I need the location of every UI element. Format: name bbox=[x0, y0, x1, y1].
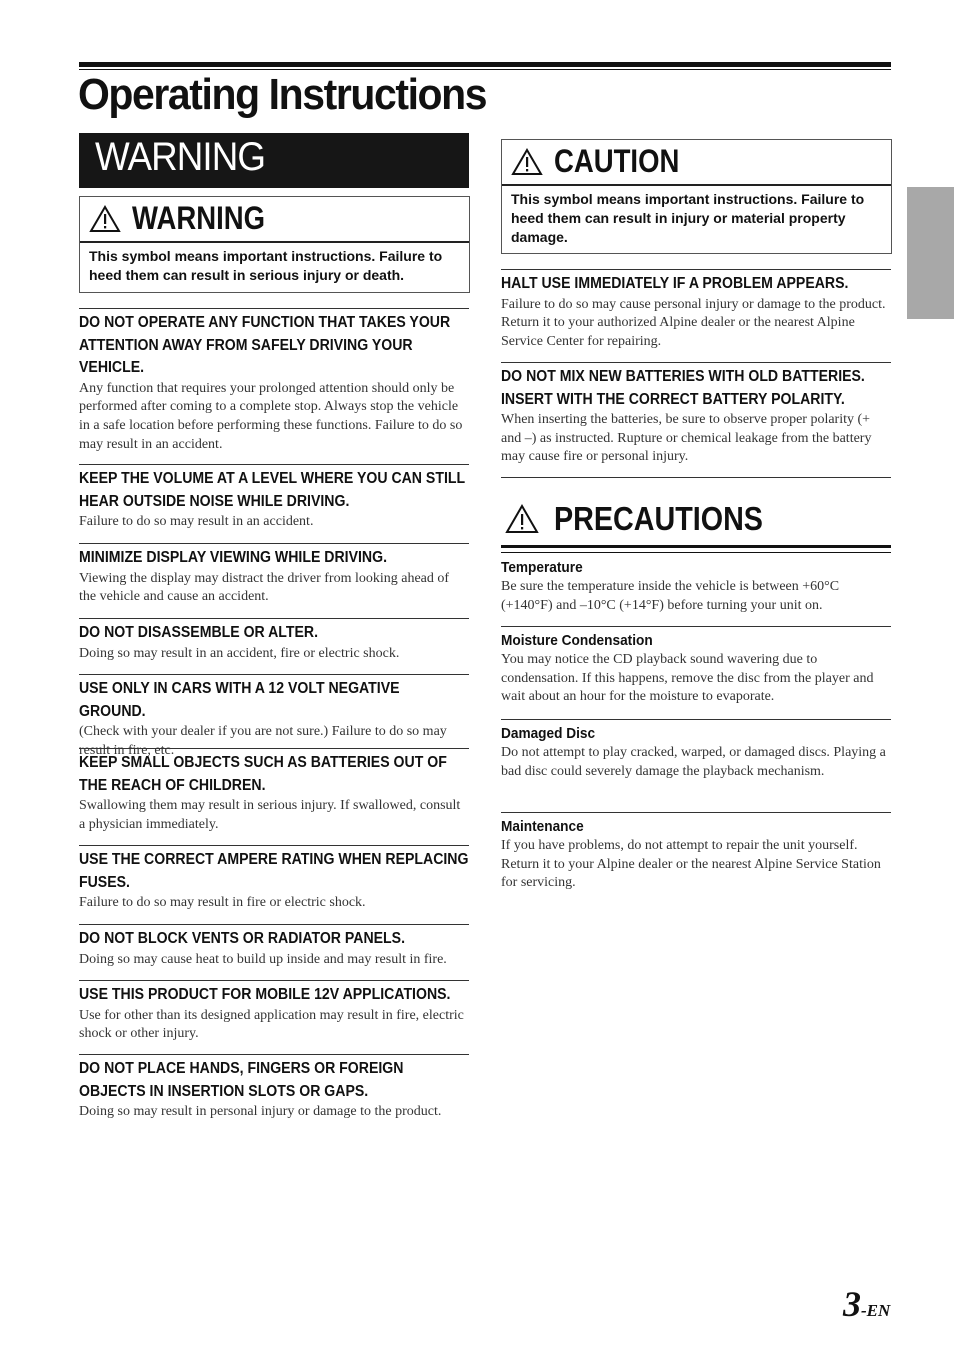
section-heading: DO NOT DISASSEMBLE OR ALTER. bbox=[79, 624, 319, 641]
section-body: Viewing the display may distract the driver from looking ahead of the vehicle and cause an accident. bbox=[79, 570, 450, 605]
warning-symbol-box bbox=[79, 196, 470, 293]
caution-symbol-title: CAUTION bbox=[554, 143, 680, 179]
page-title: Operating Instructions bbox=[78, 70, 487, 119]
warning-section bbox=[79, 308, 469, 454]
precaution-heading: Temperature bbox=[501, 559, 583, 576]
warning-symbol-header bbox=[80, 197, 469, 243]
precaution-item bbox=[501, 812, 891, 893]
precaution-body: Be sure the temperature inside the vehicle is between +60°C (+140°F) and –10°C (+14°F) before turning your unit on. bbox=[501, 579, 840, 613]
section-heading: DO NOT PLACE HANDS, FINGERS OR FOREIGN OBJECTS IN INSERTION SLOTS OR GAPS. bbox=[79, 1060, 404, 1100]
precaution-body: If you have problems, do not attempt to repair the unit yourself. Return it to your Alpine dealer or the nearest Alpine Service Station for servicing. bbox=[501, 838, 881, 891]
section-heading: USE THE CORRECT AMPERE RATING WHEN REPLACING FUSES. bbox=[79, 851, 469, 891]
section-body: When inserting the batteries, be sure to observe proper polarity (+ and –) as instructed. Rupture or chemical leakage from the battery may cause fire or personal injury. bbox=[501, 412, 872, 465]
section-body: Swallowing them may result in serious injury. If swallowed, consult a physician immediately. bbox=[79, 798, 461, 832]
warning-section bbox=[79, 748, 469, 834]
precaution-body: Do not attempt to play cracked, warped, or damaged discs. Playing a bad disc could severely damage the playback mechanism. bbox=[501, 745, 886, 779]
precaution-heading: Damaged Disc bbox=[501, 725, 596, 742]
caution-symbol-header bbox=[502, 140, 891, 186]
caution-section bbox=[501, 362, 891, 467]
warning-section bbox=[79, 980, 469, 1044]
section-heading: DO NOT MIX NEW BATTERIES WITH OLD BATTERIES. INSERT WITH THE CORRECT BATTERY POLARITY. bbox=[501, 368, 865, 408]
section-body: Failure to do so may result in an accident. bbox=[79, 514, 314, 529]
warning-symbol-text: This symbol means important instructions. Failure to heed them can result in serious injury or death. bbox=[89, 248, 443, 283]
caution-section bbox=[501, 269, 891, 352]
warning-section bbox=[79, 1054, 469, 1122]
precautions-header bbox=[501, 500, 891, 548]
precaution-item bbox=[501, 719, 891, 781]
section-heading: KEEP SMALL OBJECTS SUCH AS BATTERIES OUT OF THE REACH OF CHILDREN. bbox=[79, 754, 447, 794]
precautions-title: PRECAUTIONS bbox=[554, 500, 763, 537]
warning-symbol-title: WARNING bbox=[132, 200, 266, 236]
section-body: (Check with your dealer if you are not sure.) Failure to do so may result in fire, etc. bbox=[79, 724, 447, 758]
warning-section bbox=[79, 464, 469, 532]
caution-end-rule bbox=[501, 477, 891, 478]
precaution-body: You may notice the CD playback sound wavering due to condensation. If this happens, remove the disc from the player and wait about an hour for the moisture to evaporate. bbox=[501, 652, 874, 705]
section-heading: DO NOT OPERATE ANY FUNCTION THAT TAKES YOUR ATTENTION AWAY FROM SAFELY DRIVING YOUR VEHICLE. bbox=[79, 314, 451, 376]
caution-triangle-icon bbox=[511, 148, 543, 176]
caution-symbol-text: This symbol means important instructions. Failure to heed them can result in injury or material property damage. bbox=[511, 191, 865, 245]
section-body: Doing so may cause heat to build up inside and may result in fire. bbox=[79, 951, 447, 967]
precaution-item bbox=[501, 554, 891, 615]
section-body: Doing so may result in an accident, fire or electric shock. bbox=[79, 645, 400, 661]
warning-section bbox=[79, 618, 469, 663]
section-heading: DO NOT BLOCK VENTS OR RADIATOR PANELS. bbox=[79, 930, 405, 947]
section-body: Doing so may result in personal injury or damage to the product. bbox=[79, 1104, 442, 1119]
warning-banner bbox=[79, 133, 469, 188]
section-heading: KEEP THE VOLUME AT A LEVEL WHERE YOU CAN STILL HEAR OUTSIDE NOISE WHILE DRIVING. bbox=[79, 470, 465, 510]
section-body: Failure to do so may cause personal injury or damage to the product. Return it to your authorized Alpine dealer or the nearest Alpine Service Center for repairing. bbox=[501, 296, 886, 349]
section-heading: HALT USE IMMEDIATELY IF A PROBLEM APPEARS. bbox=[501, 275, 849, 292]
precaution-heading: Moisture Condensation bbox=[501, 632, 653, 649]
precaution-heading: Maintenance bbox=[501, 818, 584, 835]
warning-section bbox=[79, 543, 469, 607]
section-heading: USE THIS PRODUCT FOR MOBILE 12V APPLICATIONS. bbox=[79, 986, 451, 1003]
section-heading: USE ONLY IN CARS WITH A 12 VOLT NEGATIVE GROUND. bbox=[79, 680, 400, 720]
side-tab-marker bbox=[907, 187, 954, 319]
precautions-triangle-icon bbox=[505, 504, 539, 534]
warning-section bbox=[79, 924, 469, 969]
page-number-suffix: -EN bbox=[861, 1301, 891, 1320]
caution-symbol-box bbox=[501, 139, 892, 254]
page-number bbox=[843, 1283, 890, 1325]
warning-banner-label: WARNING bbox=[95, 135, 266, 179]
section-heading: MINIMIZE DISPLAY VIEWING WHILE DRIVING. bbox=[79, 549, 387, 566]
section-body: Use for other than its designed application may result in fire, electric shock or other injury. bbox=[79, 1007, 464, 1042]
header-rule-thick bbox=[79, 62, 891, 67]
warning-triangle-icon bbox=[89, 205, 121, 233]
warning-section bbox=[79, 845, 469, 913]
section-body: Any function that requires your prolonged attention should only be performed after coming to a complete stop. Always stop the vehicle in a safe location before performing these functions. Failure to do so may result in an accident. bbox=[79, 380, 463, 452]
precaution-item bbox=[501, 626, 891, 707]
page-number-value: 3 bbox=[843, 1284, 861, 1324]
precautions-rule bbox=[501, 552, 891, 553]
section-body: Failure to do so may result in fire or electric shock. bbox=[79, 895, 366, 910]
